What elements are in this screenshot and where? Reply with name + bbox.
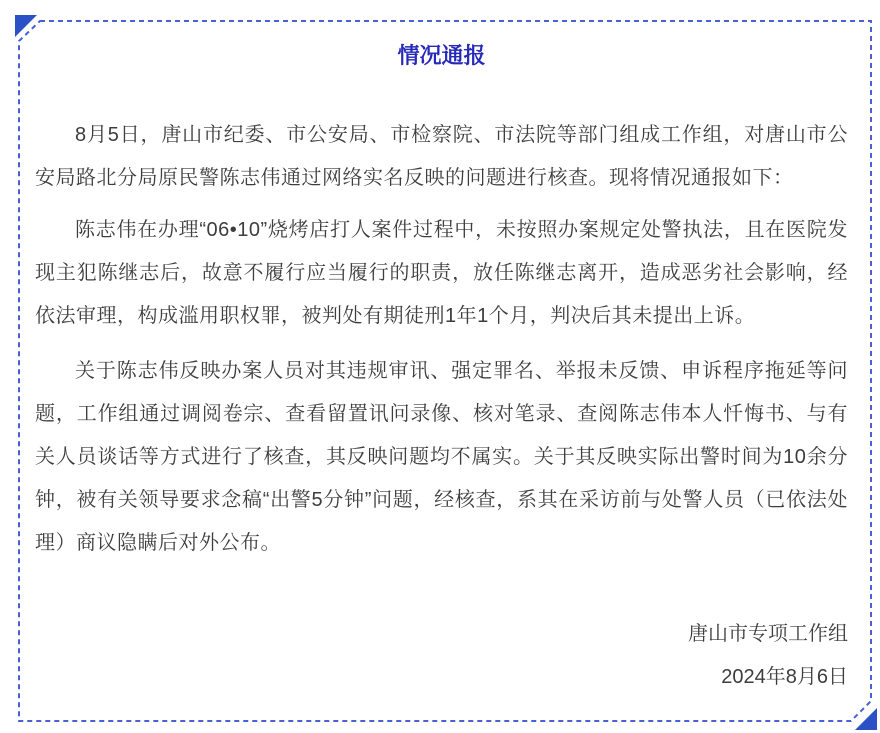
signature-date: 2024年8月6日 [721,666,848,688]
notice-paragraph-2: 陈志伟在办理“06•10”烧烤店打人案件过程中，未按照办案规定处警执法，且在医院发现主犯陈继志后，故意不履行应当履行的职责，放任陈继志离开，造成恶劣社会影响，经依法审理，构成滥用职权罪，被判处有期徒刑1年1个月，判决后其未提出上诉。 [35,219,848,327]
notice-title: 情况通报 [397,43,486,68]
signature-block [35,613,848,699]
notice-paragraph-1: 8月5日，唐山市纪委、市公安局、市检察院、市法院等部门组成工作组，对唐山市公安局路北分局原民警陈志伟通过网络实名反映的问题进行核查。现将情况通报如下： [35,124,848,189]
notice-paragraph-3: 关于陈志伟反映办案人员对其违规审讯、强定罪名、举报未反馈、申诉程序拖延等问题，工作组通过调阅卷宗、查看留置讯问录像、核对笔录、查阅陈志伟本人忏悔书、与有关人员谈话等方式进行了核查，其反映问题均不属实。关于其反映实际出警时间为10余分钟，被有关领导要求念稿“出警5分钟”问题，经核查，系其在采访前与处警人员（已依法处理）商议隐瞒后对外公布。 [35,360,848,554]
signature-org: 唐山市专项工作组 [688,623,848,645]
